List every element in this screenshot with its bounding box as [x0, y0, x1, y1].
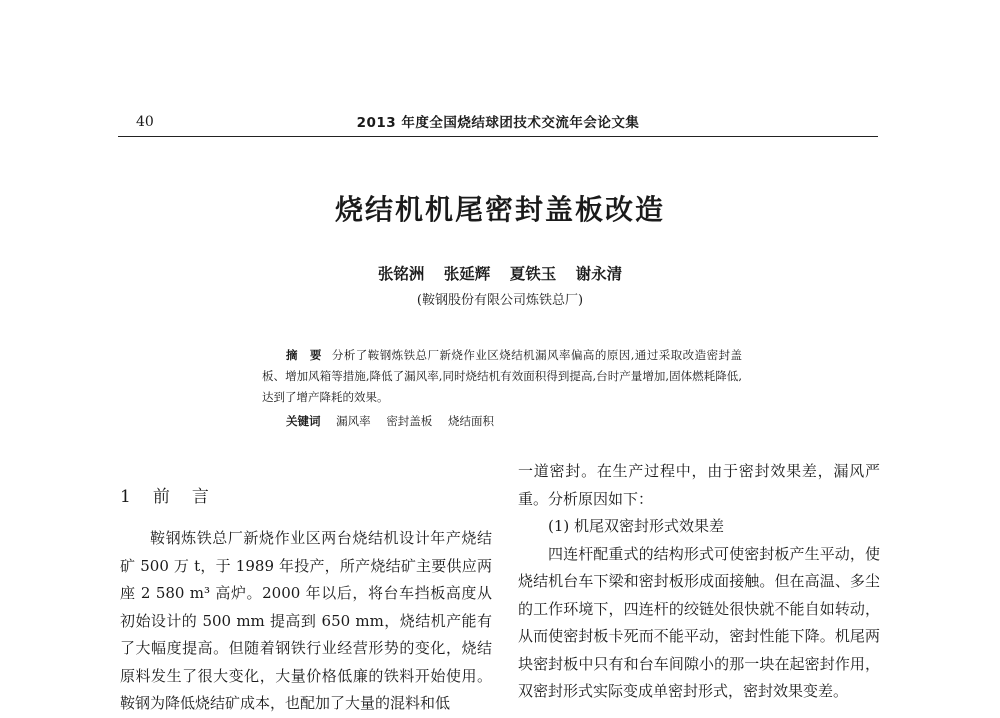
affiliation: (鞍钢股份有限公司炼铁总厂)	[416, 293, 584, 308]
abstract	[262, 345, 742, 408]
keywords	[286, 411, 506, 432]
section-number: 1	[120, 487, 131, 507]
page-number: 40	[136, 114, 154, 130]
author-name: 谢永清	[575, 265, 623, 283]
keyword: 漏风率	[336, 414, 371, 428]
section-heading	[120, 482, 492, 507]
running-header	[118, 110, 878, 137]
keyword: 密封盖板	[386, 414, 433, 428]
paper-title: 烧结机机尾密封盖板改造	[334, 193, 665, 226]
abstract-text: 分析了鞍钢炼铁总厂新烧作业区烧结机漏风率偏高的原因,通过采取改造密封盖板、增加风箱等措施,降低了漏风率,同时烧结机有效面积得到提高,台时产量增加,固体燃耗降低,达到了增产降耗的效果。	[262, 348, 743, 404]
body-paragraph: 四连杆配重式的结构形式可使密封板产生平动，使烧结机台车下梁和密封板形成面接触。但在高温、多尘的工作环境下，四连杆的绞链处很快就不能自如转动，从而使密封板卡死而不能平动，密封性能下降。机尾两块密封板中只有和台车间隙小的那一块在起密封作用，双密封形式实际变成单密封形式，密封效果变差。	[518, 544, 880, 700]
section-title: 前言	[152, 487, 231, 507]
keyword: 烧结面积	[447, 414, 494, 428]
body-paragraph-continued: 一道密封。在生产过程中，由于密封效果差，漏风严重。分析原因如下：	[518, 462, 880, 508]
right-column	[518, 458, 880, 706]
author-name: 张铭洲	[377, 265, 425, 283]
author-name: 张延辉	[443, 265, 491, 283]
left-column	[120, 470, 492, 718]
abstract-label: 摘 要	[286, 348, 322, 362]
author-list	[0, 262, 1000, 284]
author-name: 夏铁玉	[509, 265, 557, 283]
keywords-label: 关键词	[286, 414, 321, 428]
subsection-heading: (1) 机尾双密封形式效果差	[548, 517, 725, 535]
body-paragraph: 鞍钢炼铁总厂新烧作业区两台烧结机设计年产烧结矿 500 万 t，于 1989 年投产，所产烧结矿主要供应两座 2 580 m³ 高炉。2000 年以后，将台车挡板高度从初始设计的 500 mm 提高到 650 mm，烧结机产能有了大幅度提高。但随着钢铁行业经营形势的变化，烧结原料发生了很大变化，大量价格低廉的铁料开始使用。鞍钢为降低烧结矿成本，也配加了大量的混料和低	[120, 529, 492, 712]
running-head-title: 2013 年度全国烧结球团技术交流年会论文集	[356, 115, 640, 131]
